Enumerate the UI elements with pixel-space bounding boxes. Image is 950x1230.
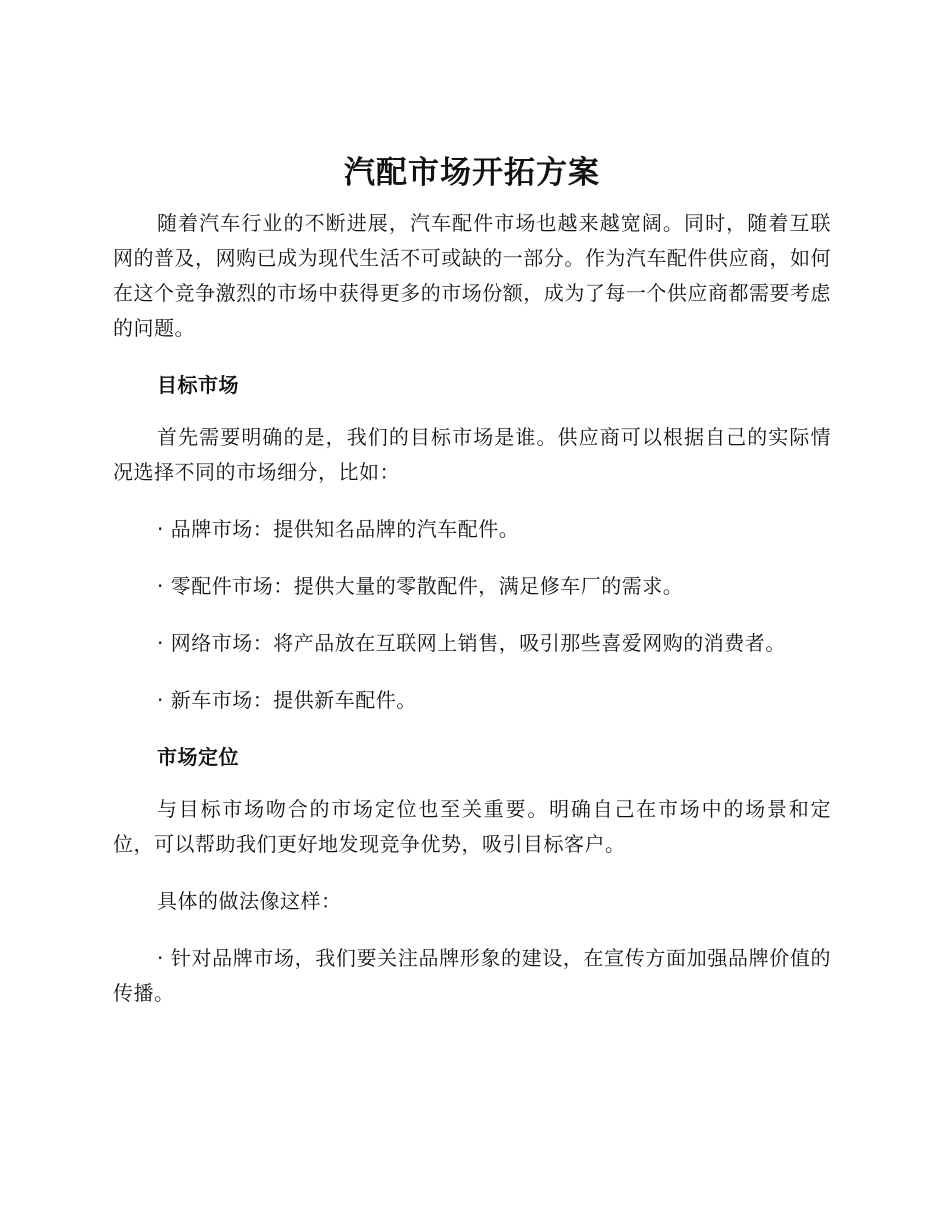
section-heading-market-positioning: 市场定位 xyxy=(157,745,239,769)
bullet-item-brand-strategy: · 针对品牌市场，我们要关注品牌形象的建设，在宣传方面加强品牌价值的传播。 xyxy=(113,946,831,1005)
bullet-item-parts-market: · 零配件市场：提供大量的零散配件，满足修车厂的需求。 xyxy=(157,574,684,598)
bullet-item-online-market: · 网络市场：将产品放在互联网上销售，吸引那些喜爱网购的消费者。 xyxy=(157,631,786,655)
document-body xyxy=(113,148,831,1033)
bullet-item-new-car-market: · 新车市场：提供新车配件。 xyxy=(157,688,417,712)
positioning-paragraph: 与目标市场吻合的市场定位也至关重要。明确自己在市场中的场景和定位，可以帮助我们更好地发现竞争优势，吸引目标客户。 xyxy=(113,797,831,856)
intro-paragraph: 随着汽车行业的不断进展，汽车配件市场也越来越宽阔。同时，随着互联网的普及，网购已成为现代生活不可或缺的一部分。作为汽车配件供应商，如何在这个竞争激烈的市场中获得更多的市场份额，成为了每一个供应商都需要考虑的问题。 xyxy=(113,211,831,340)
bullet-item-brand-market: · 品牌市场：提供知名品牌的汽车配件。 xyxy=(157,517,520,541)
document-title: 汽配市场开拓方案 xyxy=(344,155,600,191)
section-heading-target-market: 目标市场 xyxy=(157,373,239,397)
approach-paragraph: 具体的做法像这样： xyxy=(157,889,342,913)
target-market-paragraph: 首先需要明确的是，我们的目标市场是谁。供应商可以根据自己的实际情况选择不同的市场细分，比如： xyxy=(113,425,831,484)
